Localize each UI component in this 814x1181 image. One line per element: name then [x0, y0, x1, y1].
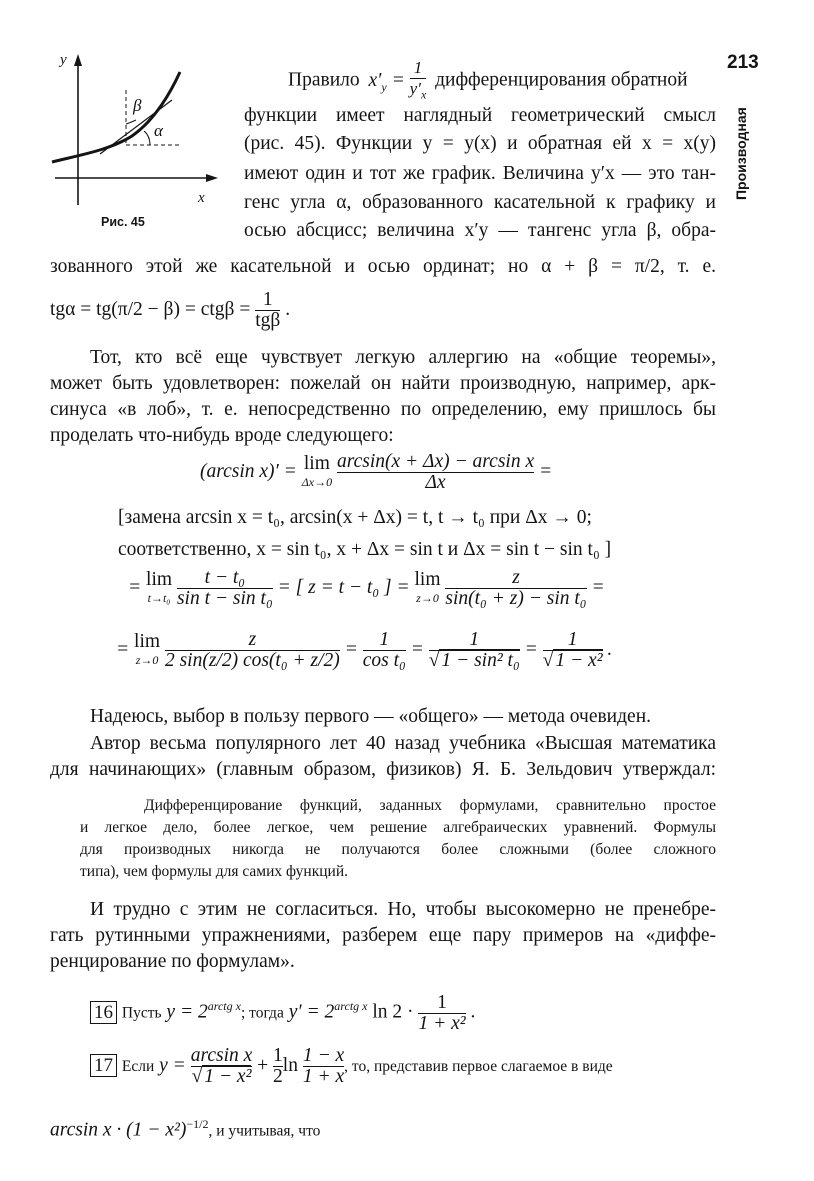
row2-fraction-1: $\frac{z}{\text{2 sin(z/2) cos(t₀ + z/2)}}$ — [164, 629, 340, 671]
example-17-fraction-1: $\frac{\text{arcsin x}}{\text{√ 1 − x²}}$ — [190, 1045, 253, 1087]
rule-formula: $x'_y$ = $\frac{1}{y'_x}$ — [369, 70, 432, 91]
example-16-deriv: y′ = 2 — [288, 1001, 335, 1023]
row2-fraction-3: $\frac{1}{\text{√ 1 − sin² t₀}}$ — [428, 629, 520, 671]
row2-lim: lim z→0 — [134, 630, 161, 667]
para5-line-1: И трудно с этим не согласиться. Но, чтобы высокомерно не пренебре- — [90, 899, 716, 920]
intro-rule-word: Правило — [288, 69, 360, 91]
figure-45 — [40, 50, 220, 225]
angle-alpha-label: α — [154, 121, 163, 140]
intro-line-7: зованного этой же касательной и осью ординат; но α + β = π/2, т. е. — [50, 256, 716, 277]
derivation-row-2: = lim z→0 $\frac{z}{\text{2 sin(z/2) cos(t₀ + z/2)}}$ = $\frac{1}{\text{cos t₀}}$ = $\frac{1}{\text{√ 1 − sin² t₀}}$ = $\frac{1}{\text{√ 1 − x²}}$ . — [116, 629, 613, 671]
intro-line-2: функции имеет наглядный геометрический смысл — [244, 105, 716, 126]
quote-line-4: типа), чем формулы для самих функций. — [80, 863, 349, 880]
para2-line-2: может быть удовлетворен: пожелай он найти производную, например, арк- — [50, 373, 716, 394]
example-17-fraction-2: $\frac{1}{2}$ — [273, 1045, 283, 1087]
example-16-fraction: $\frac{1}{\text{1 + x²}}$ — [418, 991, 466, 1034]
example-17-continuation — [50, 1110, 320, 1145]
quote-line-1: Дифференцирование функций, заданных формулами, сравнительно простое — [144, 797, 716, 814]
derivation-row-1: = lim t→t₀ $\frac{\text{t − t₀}}{\text{sin t − sin t₀}}$ = [ z = t − t₀ ] = lim z→0 $\frac{z}{\text{sin(t₀ + z) − sin t₀}}$ = — [128, 567, 605, 609]
example-16-func: y = 2 — [166, 1001, 208, 1023]
example-17-number: 17 — [90, 1054, 117, 1077]
substitution-line-1: [замена arcsin x = t₀, arcsin(x + Δx) = t, t → t₀ при Δx → 0; — [118, 507, 592, 528]
tg-fraction-num: 1 — [262, 289, 273, 310]
example-16-exp-2: arctg x — [334, 999, 368, 1013]
para5-line-3: ренцирование по формулам». — [50, 951, 295, 972]
intro-line-5: генс угла α, образованного касательной к графику и — [244, 192, 716, 213]
quote-line-2: и легкое дело, более легкое, чем решение алгебраических уравнений. Формулы — [80, 819, 716, 836]
deriv-eq: = — [539, 460, 553, 482]
tg-fraction — [255, 290, 280, 331]
para3: Надеюсь, выбор в пользу первого — «общего» — метода очевиден. — [90, 706, 652, 727]
row1-substitution: = [ z = t − t₀ ] = — [277, 576, 410, 598]
page-number: 213 — [727, 52, 759, 73]
intro-line-6: осью абсцисс; величина x′y — тангенс угла β, обра- — [244, 220, 716, 241]
para4-line-2: для начинающих» (главным образом, физиков) Я. Б. Зельдович утверждал: — [50, 759, 716, 780]
axis-label-x: x — [198, 190, 205, 206]
para2-line-3: синуса «в лоб», т. е. непосредственно по определению, ему пришлось бы — [50, 399, 716, 420]
example-17-last-exp: −1/2 — [186, 1117, 209, 1131]
angle-beta-label: β — [133, 96, 142, 115]
tg-equation: tgα = tg(π/2 − β) = ctgβ = $\frac{1}{\text{tgβ}}$ . — [50, 289, 291, 331]
example-17 — [90, 1046, 613, 1087]
example-16-then: ; тогда — [240, 1004, 284, 1022]
example-16-exp: arctg x — [207, 999, 241, 1013]
y-axis-arrow — [74, 54, 82, 66]
axis-label-y: y — [60, 52, 67, 68]
example-16-number: 16 — [90, 1001, 117, 1024]
example-17-last-tail: , и учитывая, что — [208, 1122, 321, 1140]
intro-line-4: имеют один и тот же график. Величина y′x — это тан- — [244, 163, 716, 184]
beta-arc — [126, 120, 136, 124]
deriv-lhs: (arcsin x)′ = — [200, 460, 297, 482]
para5-line-2: гать рутинными упражнениями, разберем еще пару примеров на «диффе- — [50, 925, 716, 946]
para2-line-4: проделать что-нибудь вроде следующего: — [50, 425, 394, 446]
tg-equation-left: tgα = tg(π/2 − β) = ctgβ = — [50, 298, 251, 320]
quote-line-3: для производных никогда не получаются более сложными (более сложного — [80, 841, 716, 858]
tg-fraction-den: tgβ — [255, 310, 281, 331]
substitution-line-2: соответственно, x = sin t₀, x + Δx = sin t и Δx = sin t − sin t₀ ] — [118, 539, 612, 560]
example-17-plus: + — [257, 1054, 269, 1076]
example-16-let: Пусть — [121, 1004, 162, 1022]
row1-lim-2: lim z→0 — [414, 568, 441, 605]
example-16-ln: ln 2 · — [372, 1001, 414, 1023]
example-17-last: arcsin x · (1 − x²) — [50, 1119, 187, 1141]
derivation-line-1 — [200, 452, 552, 493]
row1-lim: lim t→t₀ — [146, 568, 173, 605]
figure-45-graph — [40, 50, 220, 225]
row1-fraction-1: $\frac{\text{t − t₀}}{\text{sin t − sin t₀}}$ — [176, 567, 273, 609]
example-17-ln: ln — [282, 1054, 298, 1076]
example-17-if: Если — [121, 1057, 155, 1075]
example-17-func: y = — [159, 1054, 186, 1076]
alpha-arc — [144, 131, 150, 145]
intro-line-1 — [288, 58, 716, 104]
rule-fraction: $\frac{1}{y'_x}$ — [410, 58, 427, 104]
example-17-tail: , то, представив первое слагаемое в виде — [344, 1057, 613, 1075]
row2-fraction-2: $\frac{1}{\text{cos t₀}}$ — [362, 629, 406, 671]
deriv-lim: lim Δx→0 — [301, 452, 333, 489]
figure-caption: Рис. 45 — [101, 215, 145, 229]
row2-fraction-4: $\frac{1}{\text{√ 1 − x²}}$ — [542, 629, 603, 671]
intro-line-3: (рис. 45). Функции y = y(x) и обратная ей x = x(y) — [244, 133, 716, 154]
example-17-fraction-3: $\frac{1 - x}{1 + x}$ — [302, 1045, 345, 1087]
intro-rule-tail: дифференцирования обратной — [435, 69, 688, 91]
row1-fraction-2: $\frac{z}{\text{sin(t₀ + z) − sin t₀}}$ — [445, 567, 587, 609]
example-16: 16 Пусть $y = 2^{arctg x}$; тогда $y' = 2^{arctg x}$ ln 2 · $\frac{1}{\text{1 + x²}}$ . — [90, 992, 475, 1034]
x-axis-arrow — [206, 174, 218, 182]
para2-line-1: Тот, кто всё еще чувствует легкую аллергию на «общие теоремы», — [90, 347, 716, 368]
function-curve — [52, 72, 180, 162]
para4-line-1: Автор весьма популярного лет 40 назад учебника «Высшая математика — [90, 733, 716, 754]
section-tab: Производная — [733, 107, 749, 200]
deriv-fraction: $\frac{\text{arcsin(x + Δx) − arcsin x}}{\Delta x}$ — [336, 451, 535, 493]
